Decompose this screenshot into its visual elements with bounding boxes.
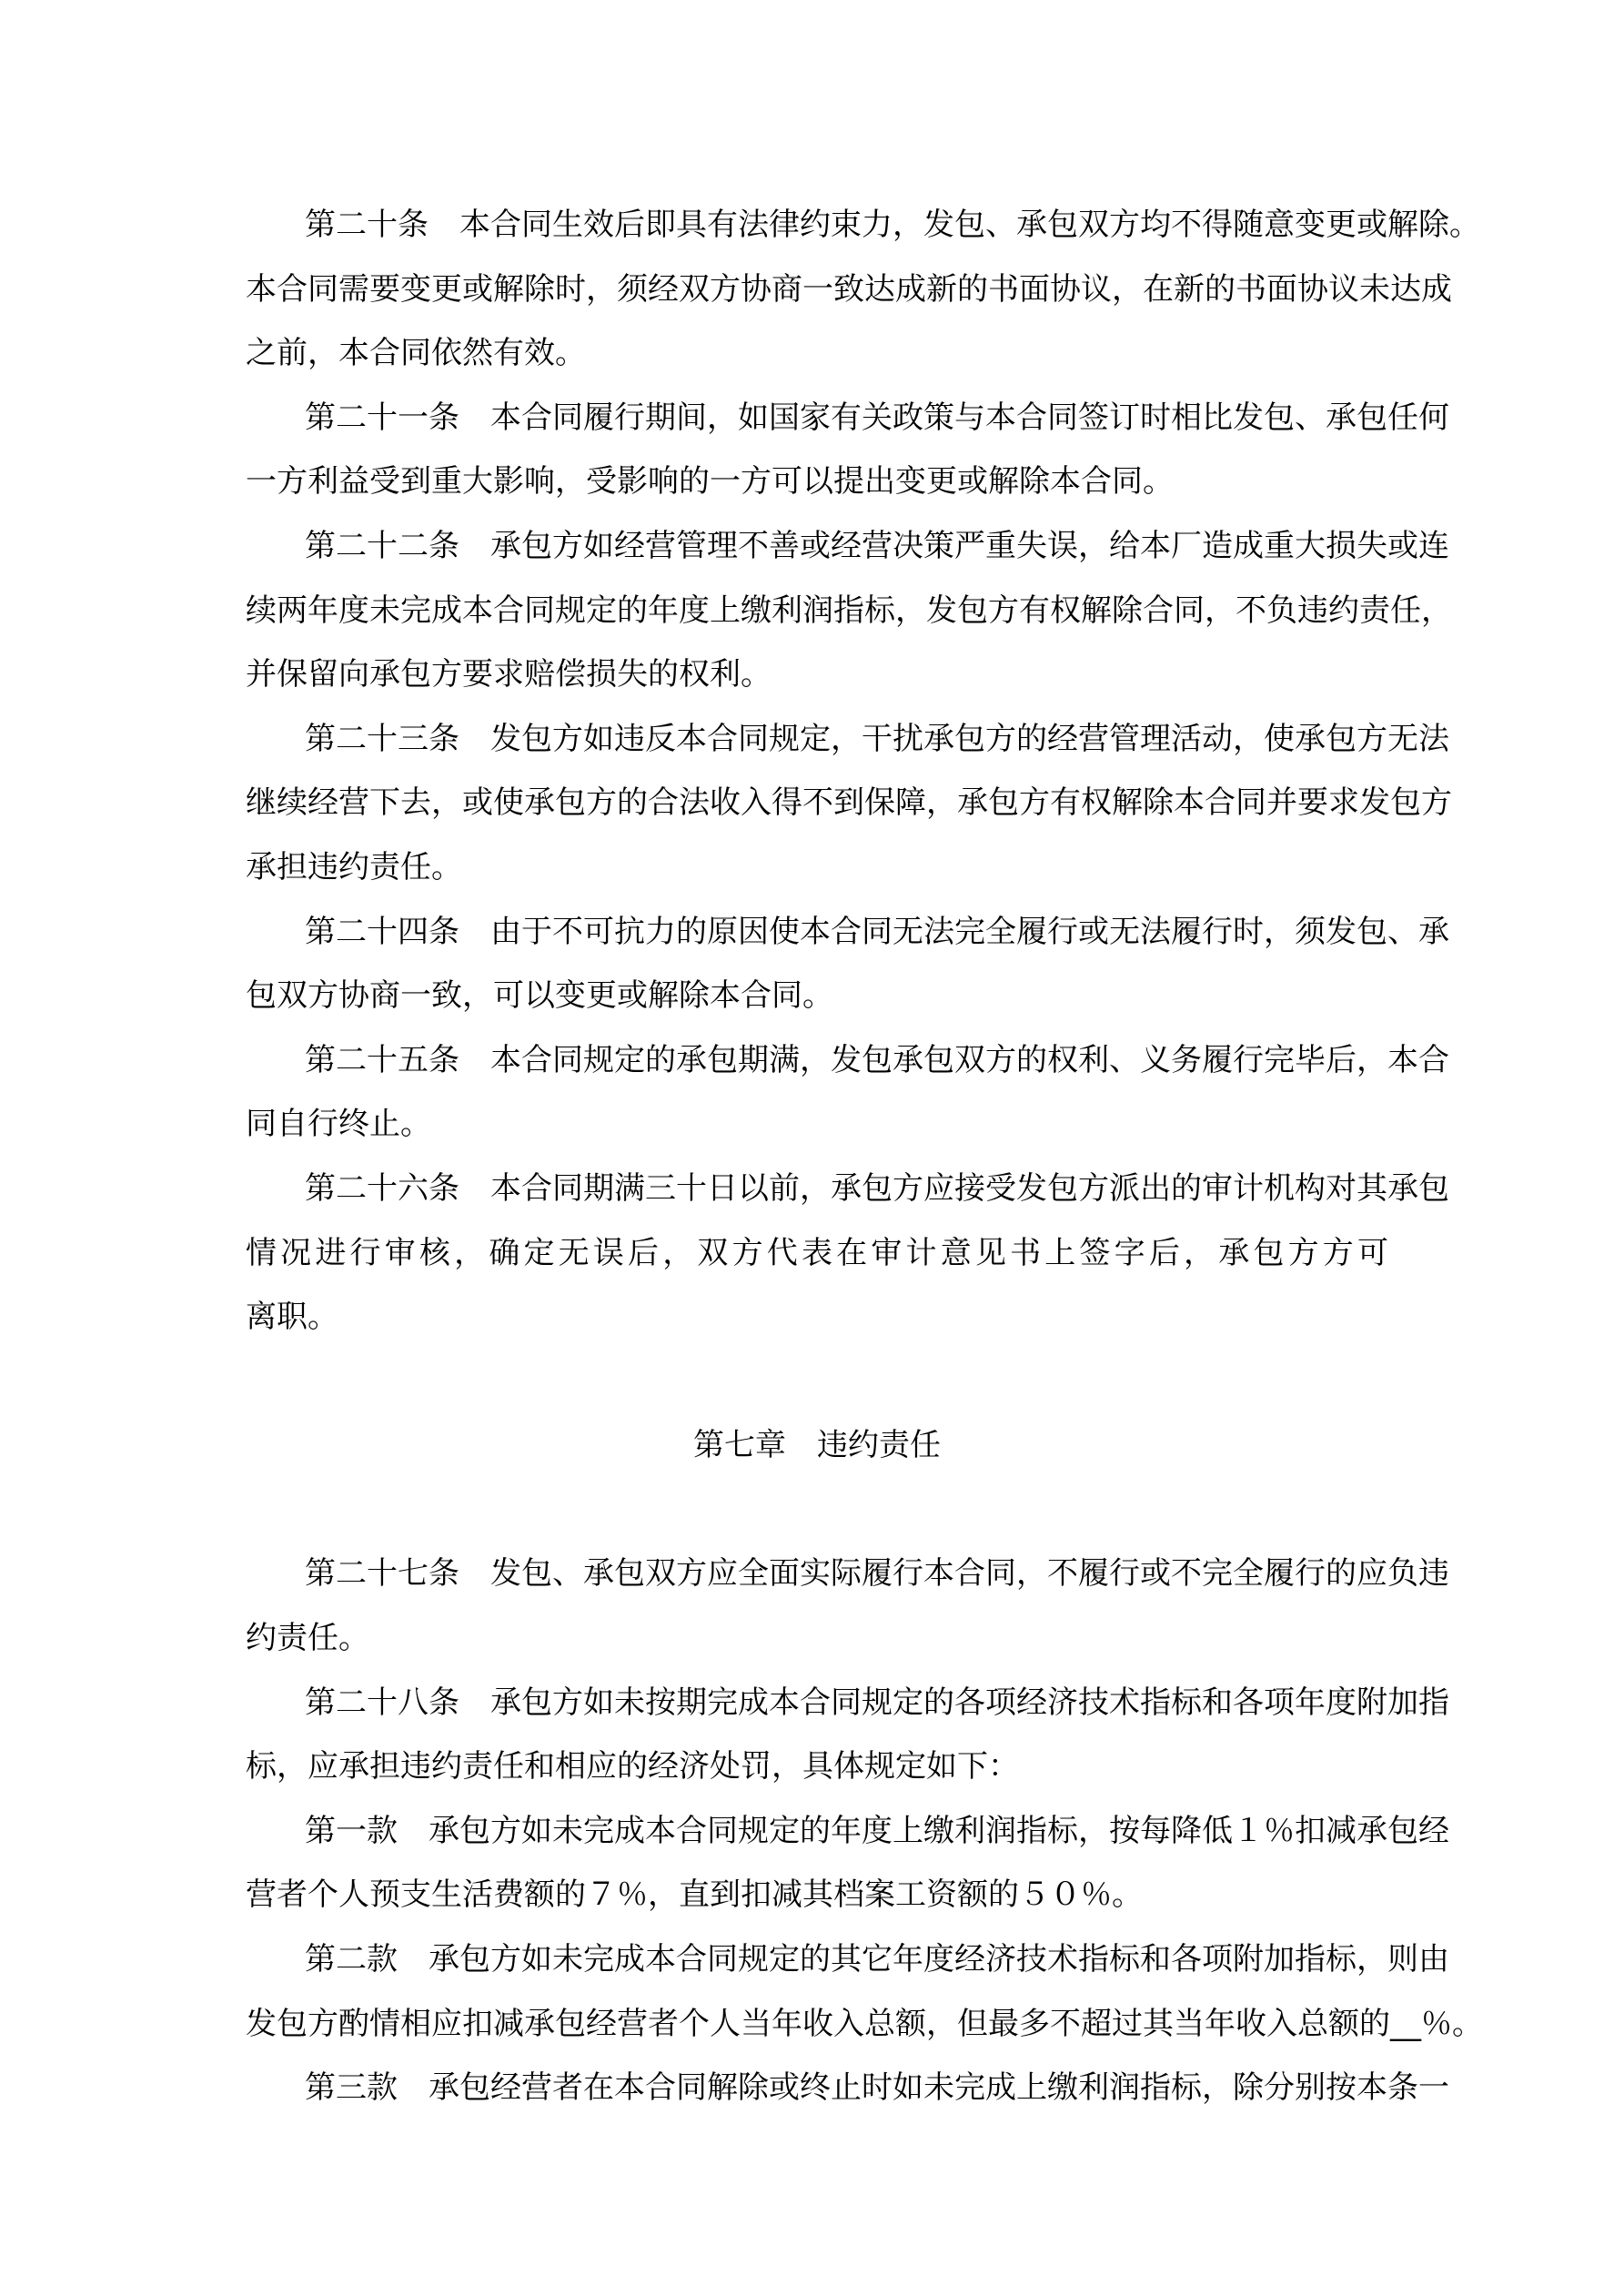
- paragraph-line: 并保留向承包方要求赔偿损失的权利。: [246, 656, 772, 693]
- paragraph-line: 之前，本合同依然有效。: [246, 335, 586, 372]
- article-paragraph: [246, 1671, 1449, 1799]
- paragraph-line: 第二十四条 由于不可抗力的原因使本合同无法完全履行或无法履行时，须发包、承: [305, 913, 1449, 950]
- article-paragraph: [246, 1799, 1449, 1927]
- paragraph-line: 发包方酌情相应扣减承包经营者个人当年收入总额，但最多不超过其当年收入总额的__％。: [246, 2005, 1483, 2042]
- article-paragraph: [246, 1927, 1483, 2056]
- article-paragraph: [246, 1542, 1449, 1670]
- paragraph-line: 续两年度未完成本合同规定的年度上缴利润指标，发包方有权解除合同，不负违约责任，: [246, 592, 1452, 629]
- article-paragraph: [246, 1157, 1449, 1350]
- paragraph-line: 包双方协商一致，可以变更或解除本合同。: [246, 977, 833, 1015]
- article-paragraph: [246, 514, 1452, 707]
- paragraph-line: 第二十条 本合同生效后即具有法律约束力，发包、承包双方均不得随意变更或解除。: [305, 207, 1480, 243]
- article-paragraph: [246, 2056, 1449, 2120]
- paragraph-line: 第二十七条 发包、承包双方应全面实际履行本合同，不履行或不完全履行的应负违: [305, 1555, 1449, 1593]
- blank-line: [246, 1478, 1388, 1542]
- paragraph-line: 营者个人预支生活费额的７％，直到扣减其档案工资额的５０％。: [246, 1876, 1143, 1914]
- article-paragraph: [246, 707, 1452, 900]
- paragraph-line: 第一款 承包方如未完成本合同规定的年度上缴利润指标，按每降低１％扣减承包经: [305, 1812, 1449, 1849]
- paragraph-line: 约责任。: [246, 1620, 369, 1657]
- paragraph-line: 第二十八条 承包方如未按期完成本合同规定的各项经济技术指标和各项年度附加指: [305, 1684, 1449, 1721]
- article-paragraph: [246, 1028, 1449, 1157]
- paragraph-line: 情况进行审核，确定无误后，双方代表在审计意见书上签字后，承包方方可: [246, 1234, 1388, 1271]
- blank-line: [246, 1350, 1388, 1414]
- paragraph-line: 第二十二条 承包方如经营管理不善或经营决策严重失误，给本厂造成重大损失或连: [305, 527, 1449, 564]
- document-page: [246, 193, 1483, 2120]
- paragraph-line: 一方利益受到重大影响，受影响的一方可以提出变更或解除本合同。: [246, 463, 1174, 501]
- paragraph-line: 同自行终止。: [246, 1106, 431, 1143]
- article-paragraph: [246, 900, 1449, 1028]
- paragraph-line: 第二十一条 本合同履行期间，如国家有关政策与本合同签订时相比发包、承包任何: [305, 399, 1449, 436]
- paragraph-line: 本合同需要变更或解除时，须经双方协商一致达成新的书面协议，在新的书面协议未达成: [246, 270, 1452, 308]
- paragraph-line: 承担违约责任。: [246, 848, 462, 885]
- paragraph-line: 第三款 承包经营者在本合同解除或终止时如未完成上缴利润指标，除分别按本条一: [305, 2069, 1449, 2107]
- chapter-heading: 第七章 违约责任: [693, 1427, 941, 1464]
- paragraph-line: 第二十五条 本合同规定的承包期满，发包承包双方的权利、义务履行完毕后，本合: [305, 1041, 1449, 1078]
- paragraph-line: 继续经营下去，或使承包方的合法收入得不到保障，承包方有权解除本合同并要求发包方: [246, 784, 1452, 822]
- paragraph-line: 离职。: [246, 1299, 338, 1336]
- paragraph-line: 标，应承担违约责任和相应的经济处罚，具体规定如下：: [246, 1748, 1019, 1785]
- article-paragraph: [246, 386, 1449, 514]
- paragraph-line: 第二十三条 发包方如违反本合同规定，干扰承包方的经营管理活动，使承包方无法: [305, 720, 1449, 757]
- article-paragraph: [246, 193, 1480, 386]
- paragraph-line: 第二款 承包方如未完成本合同规定的其它年度经济技术指标和各项附加指标，则由: [305, 1941, 1449, 1978]
- paragraph-line: 第二十六条 本合同期满三十日以前，承包方应接受发包方派出的审计机构对其承包: [305, 1169, 1449, 1207]
